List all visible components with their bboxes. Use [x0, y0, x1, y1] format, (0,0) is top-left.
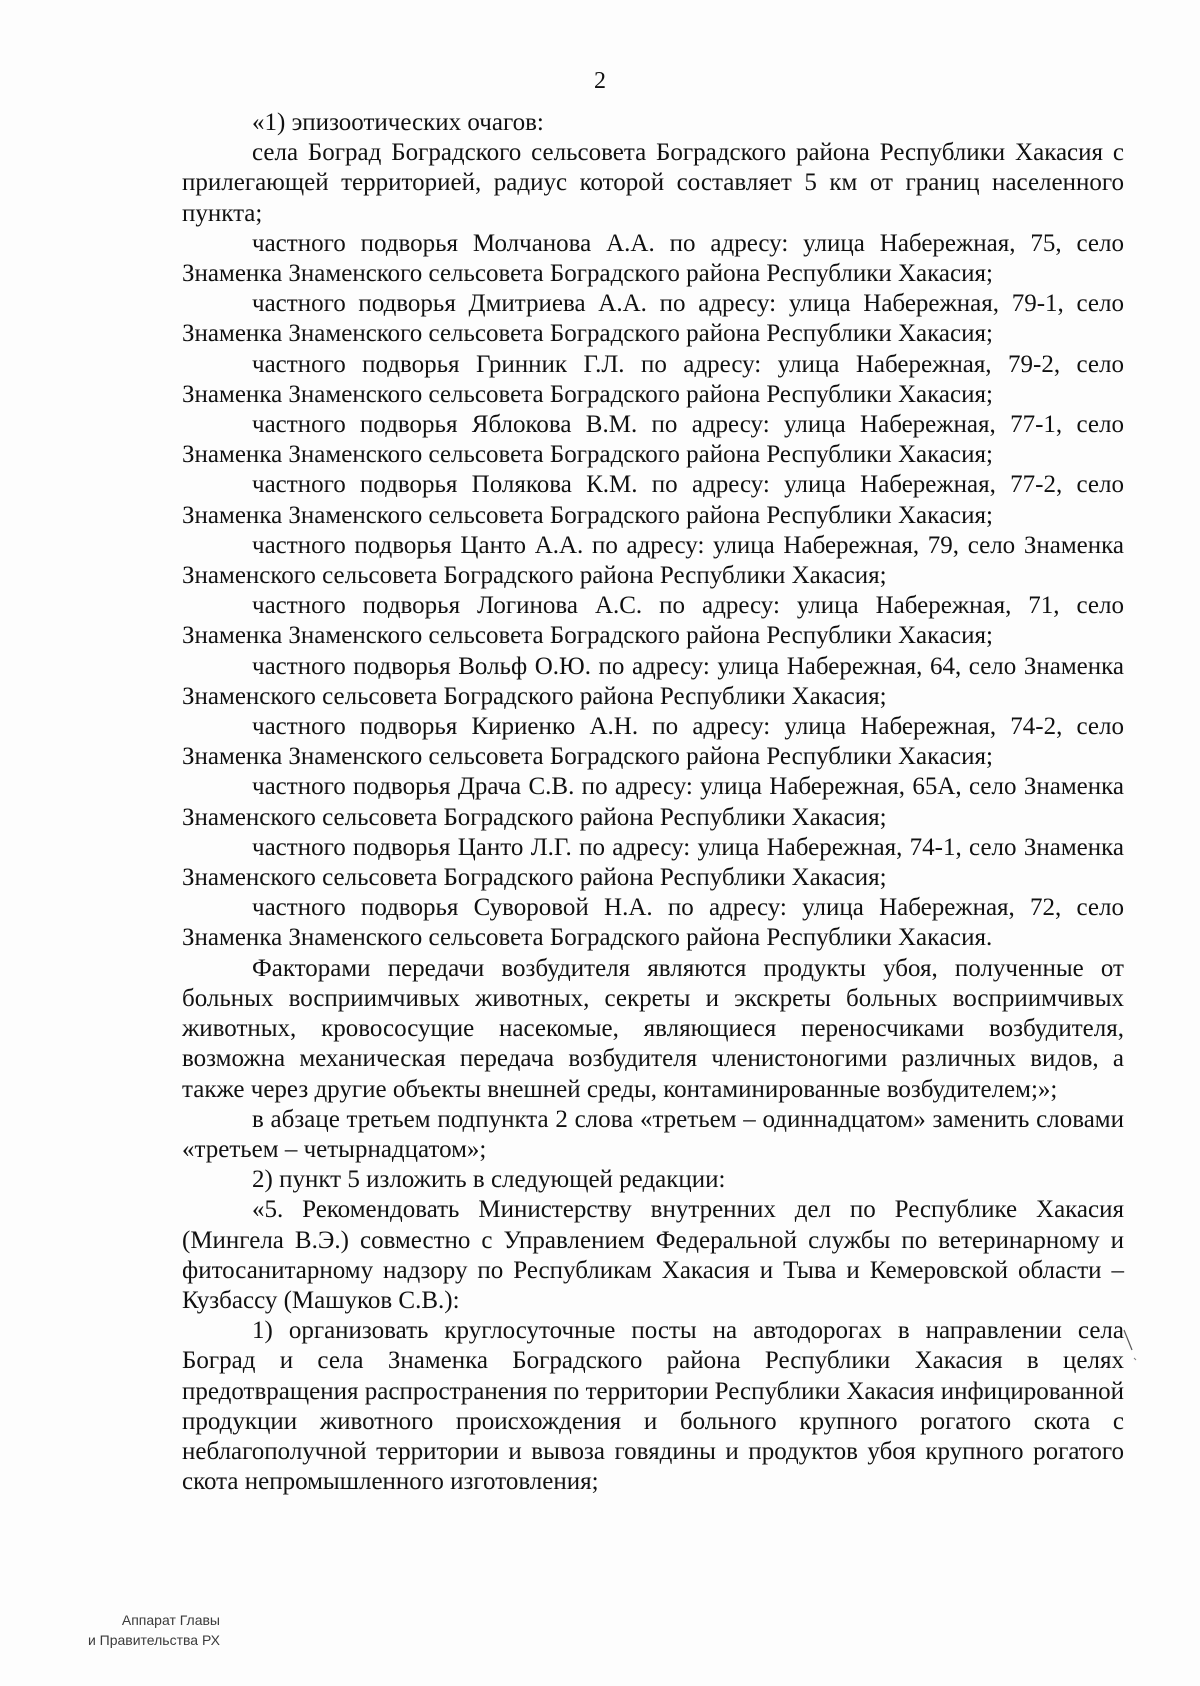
- paragraph-amendment-subpoint-2: в абзаце третьем подпункта 2 слова «третьем – одиннадцатом» заменить словами «третьем – четырнадцатом»;: [182, 1105, 1124, 1163]
- paragraph-farmstead-molchanov: частного подворья Молчанова А.А. по адресу: улица Набережная, 75, село Знаменка Знаменского сельсовета Боградского района Республики Хакасия;: [182, 229, 1124, 288]
- office-stamp: [78, 1610, 220, 1650]
- paragraph-farmstead-yablokov: частного подворья Яблокова В.М. по адресу: улица Набережная, 77-1, село Знаменка Знаменского сельсовета Боградского района Республики Хакасия;: [182, 411, 1124, 469]
- paragraph-foci-heading: «1) эпизоотических очагов:: [252, 109, 544, 136]
- scan-artifact-mark: [1122, 1328, 1138, 1368]
- paragraph-farmstead-grinnik: частного подворья Гринник Г.Л. по адресу: улица Набережная, 79-2, село Знаменка Знаменского сельсовета Боградского района Республики Хакасия;: [182, 350, 1124, 408]
- paragraph-checkpoints: 1) организовать круглосуточные посты на автодорогах в направлении села Боград и села Знаменка Боградского района Республики Хакасия в целях предотвращения распространения по территории Республики Хакасия инфицированной продукции животного происхождения и больного крупного рогатого скота с неблагополучной территории и вывоза говядины и продуктов убоя крупного рогатого скота непромышленного изготовления;: [182, 1317, 1124, 1496]
- paragraph-farmstead-kirienko: частного подворья Кириенко А.Н. по адресу: улица Набережная, 74-2, село Знаменка Знаменского сельсовета Боградского района Республики Хакасия;: [182, 713, 1124, 771]
- paragraph-farmstead-dracha: частного подворья Драча С.В. по адресу: улица Набережная, 65А, село Знаменка Знаменского сельсовета Боградского района Республики Хакасия;: [182, 773, 1124, 831]
- paragraph-farmstead-polyakov: частного подворья Полякова К.М. по адресу: улица Набережная, 77-2, село Знаменка Знаменского сельсовета Боградского района Республики Хакасия;: [182, 471, 1124, 529]
- paragraph-farmstead-tsanto-aa: частного подворья Цанто А.А. по адресу: улица Набережная, 79, село Знаменка Знаменского сельсовета Боградского района Республики Хакасия;: [182, 531, 1124, 590]
- page-number: 2: [594, 68, 606, 94]
- paragraph-farmstead-volf: частного подворья Вольф О.Ю. по адресу: улица Набережная, 64, село Знаменка Знаменского сельсовета Боградского района Республики Хакасия;: [182, 652, 1124, 710]
- paragraph-farmstead-dmitriev: частного подворья Дмитриева А.А. по адресу: улица Набережная, 79-1, село Знаменка Знаменского сельсовета Боградского района Республики Хакасия;: [182, 290, 1124, 348]
- paragraph-point-5-heading: 2) пункт 5 изложить в следующей редакции:: [252, 1166, 726, 1194]
- stamp-line-2: и Правительства РХ: [87, 1632, 220, 1648]
- paragraph-farmstead-loginov: частного подворья Логинова А.С. по адресу: улица Набережная, 71, село Знаменка Знаменского сельсовета Боградского района Республики Хакасия;: [182, 592, 1124, 650]
- paragraph-farmstead-suvorova: частного подворья Суворовой Н.А. по адресу: улица Набережная, 72, село Знаменка Знаменского сельсовета Боградского района Республики Хакасия.: [182, 894, 1124, 952]
- paragraph-transmission-factors: Факторами передачи возбудителя являются продукты убоя, полученные от больных восприимчивых животных, секреты и экскреты больных восприимчивых животных, кровососущие насекомые, являющиеся переносчиками возбудителя, возможна механическая передача возбудителя членистоногими различных видов, а также через другие объекты внешней среды, контаминированные возбудителем;»;: [182, 954, 1124, 1103]
- stamp-line-1: Аппарат Главы: [121, 1612, 220, 1628]
- paragraph-point-5-recommendation: «5. Рекомендовать Министерству внутренних дел по Республике Хакасия (Мингела В.Э.) совместно с Управлением Федеральной службы по ветеринарному и фитосанитарному надзору по Республикам Хакасия и Тыва и Кемеровской области – Кузбассу (Машуков С.В.):: [182, 1196, 1124, 1314]
- paragraph-farmstead-tsanto-lg: частного подворья Цанто Л.Г. по адресу: улица Набережная, 74-1, село Знаменка Знаменского сельсовета Боградского района Республики Хакасия;: [182, 833, 1124, 892]
- document-body: [182, 108, 1124, 1497]
- paragraph-bograd-village: села Боград Боградского сельсовета Боградского района Республики Хакасия с прилегающей территорией, радиус которой составляет 5 км от границ населенного пункта;: [182, 139, 1124, 227]
